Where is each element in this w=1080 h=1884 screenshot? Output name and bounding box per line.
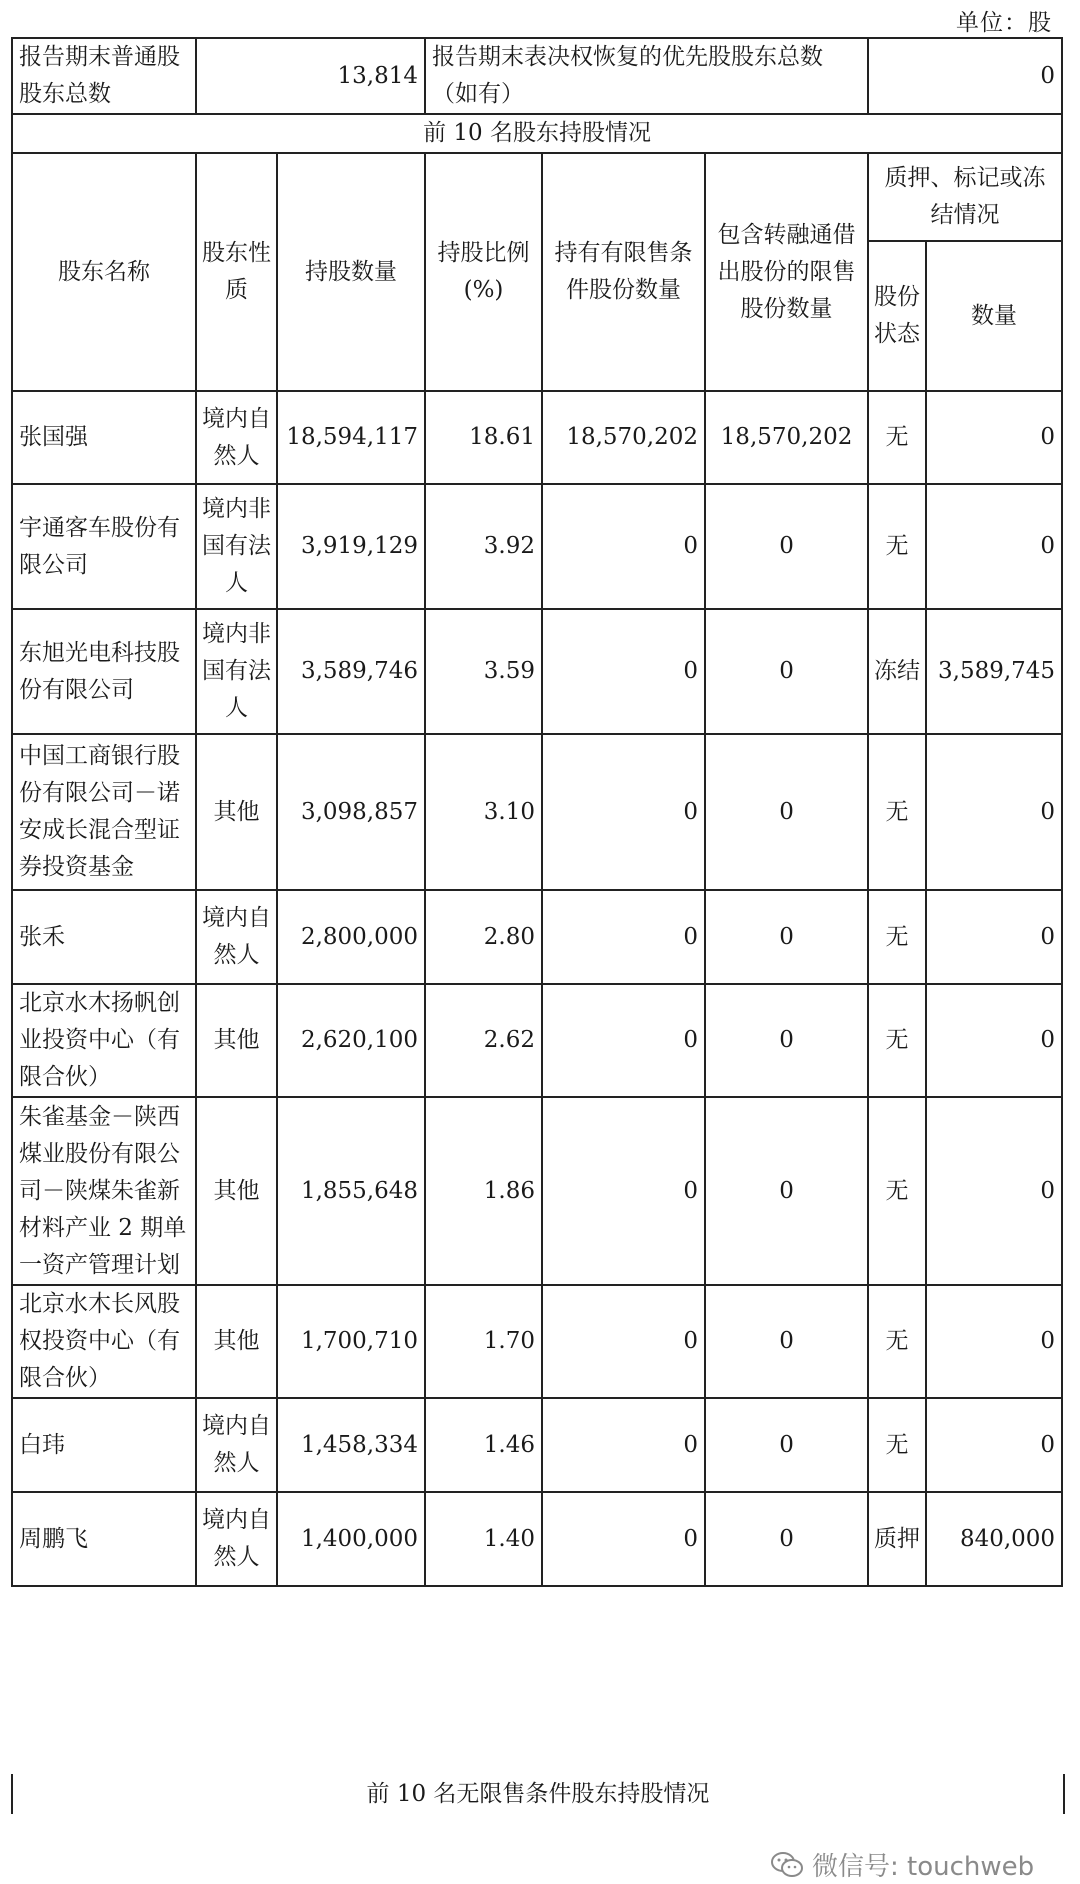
cell-shares: 2,620,100 bbox=[277, 984, 425, 1097]
cell-shares: 1,855,648 bbox=[277, 1097, 425, 1285]
cell-shares: 18,594,117 bbox=[277, 391, 425, 484]
cell-nature: 境内非国有法人 bbox=[196, 484, 277, 609]
cell-name: 张国强 bbox=[12, 391, 196, 484]
cell-ratio: 2.80 bbox=[425, 890, 542, 984]
cell-name: 北京水木扬帆创业投资中心（有限合伙） bbox=[12, 984, 196, 1097]
watermark bbox=[770, 1846, 1034, 1883]
cell-nature: 境内自然人 bbox=[196, 391, 277, 484]
preferred-holders-label: 报告期末表决权恢复的优先股股东总数（如有） bbox=[425, 38, 868, 114]
cell-pledge-qty: 0 bbox=[926, 890, 1062, 984]
cell-nature: 境内自然人 bbox=[196, 890, 277, 984]
cell-ratio: 2.62 bbox=[425, 984, 542, 1097]
cell-shares: 3,589,746 bbox=[277, 609, 425, 734]
cell-lent: 0 bbox=[705, 484, 868, 609]
unit-label: 单位：股 bbox=[956, 10, 1052, 36]
summary-row bbox=[12, 38, 1062, 114]
header-restricted: 持有有限售条件股份数量 bbox=[542, 153, 705, 391]
cell-restricted: 0 bbox=[542, 609, 705, 734]
cell-lent: 0 bbox=[705, 1285, 868, 1398]
table-row bbox=[12, 391, 1062, 484]
cell-shares: 1,400,000 bbox=[277, 1492, 425, 1586]
cell-lent: 0 bbox=[705, 984, 868, 1097]
table-body bbox=[12, 38, 1062, 1586]
cell-name: 周鹏飞 bbox=[12, 1492, 196, 1586]
cell-shares: 1,458,334 bbox=[277, 1398, 425, 1492]
cell-ratio: 1.40 bbox=[425, 1492, 542, 1586]
watermark-text: 微信号: touchweb bbox=[812, 1852, 1035, 1882]
cell-restricted: 0 bbox=[542, 890, 705, 984]
table-row bbox=[12, 890, 1062, 984]
table-row bbox=[12, 609, 1062, 734]
cell-pledge-status: 冻结 bbox=[868, 609, 926, 734]
cell-name: 中国工商银行股份有限公司－诺安成长混合型证券投资基金 bbox=[12, 734, 196, 890]
header-pledge-qty: 数量 bbox=[926, 241, 1062, 391]
cell-pledge-qty: 0 bbox=[926, 984, 1062, 1097]
section-title-row bbox=[12, 114, 1062, 153]
cell-nature: 其他 bbox=[196, 1285, 277, 1398]
cell-nature: 境内自然人 bbox=[196, 1492, 277, 1586]
cell-ratio: 1.70 bbox=[425, 1285, 542, 1398]
cell-restricted: 0 bbox=[542, 1285, 705, 1398]
header-row-1 bbox=[12, 153, 1062, 241]
table-row bbox=[12, 1492, 1062, 1586]
cell-pledge-qty: 840,000 bbox=[926, 1492, 1062, 1586]
cell-restricted: 0 bbox=[542, 734, 705, 890]
cell-restricted: 0 bbox=[542, 1492, 705, 1586]
table-row bbox=[12, 1398, 1062, 1492]
cell-pledge-qty: 0 bbox=[926, 484, 1062, 609]
cell-lent: 0 bbox=[705, 734, 868, 890]
cell-pledge-status: 质押 bbox=[868, 1492, 926, 1586]
section-title: 前 10 名股东持股情况 bbox=[12, 114, 1062, 153]
cell-pledge-status: 无 bbox=[868, 1398, 926, 1492]
cell-shares: 1,700,710 bbox=[277, 1285, 425, 1398]
preferred-holders-value: 0 bbox=[868, 38, 1062, 114]
cell-ratio: 1.86 bbox=[425, 1097, 542, 1285]
cell-nature: 其他 bbox=[196, 984, 277, 1097]
cell-lent: 0 bbox=[705, 1097, 868, 1285]
cell-pledge-status: 无 bbox=[868, 391, 926, 484]
cell-pledge-status: 无 bbox=[868, 984, 926, 1097]
header-pledge-group: 质押、标记或冻结情况 bbox=[868, 153, 1062, 241]
cell-lent: 0 bbox=[705, 609, 868, 734]
cell-name: 东旭光电科技股份有限公司 bbox=[12, 609, 196, 734]
cell-nature: 境内自然人 bbox=[196, 1398, 277, 1492]
cell-shares: 3,919,129 bbox=[277, 484, 425, 609]
cell-name: 宇通客车股份有限公司 bbox=[12, 484, 196, 609]
cell-lent: 0 bbox=[705, 1398, 868, 1492]
cell-pledge-status: 无 bbox=[868, 890, 926, 984]
wechat-icon bbox=[770, 1851, 804, 1879]
table-row bbox=[12, 734, 1062, 890]
cell-name: 白玮 bbox=[12, 1398, 196, 1492]
cell-pledge-status: 无 bbox=[868, 1097, 926, 1285]
cell-ratio: 3.92 bbox=[425, 484, 542, 609]
cell-ratio: 18.61 bbox=[425, 391, 542, 484]
header-lent: 包含转融通借出股份的限售股份数量 bbox=[705, 153, 868, 391]
cell-lent: 0 bbox=[705, 890, 868, 984]
cell-pledge-qty: 3,589,745 bbox=[926, 609, 1062, 734]
table-row bbox=[12, 484, 1062, 609]
cell-shares: 2,800,000 bbox=[277, 890, 425, 984]
cell-lent: 18,570,202 bbox=[705, 391, 868, 484]
cell-ratio: 3.10 bbox=[425, 734, 542, 890]
cell-name: 张禾 bbox=[12, 890, 196, 984]
cell-pledge-qty: 0 bbox=[926, 391, 1062, 484]
cell-pledge-status: 无 bbox=[868, 1285, 926, 1398]
cell-lent: 0 bbox=[705, 1492, 868, 1586]
cell-name: 朱雀基金－陕西煤业股份有限公司－陕煤朱雀新材料产业 2 期单一资产管理计划 bbox=[12, 1097, 196, 1285]
header-nature: 股东性质 bbox=[196, 153, 277, 391]
cell-restricted: 18,570,202 bbox=[542, 391, 705, 484]
cell-restricted: 0 bbox=[542, 1097, 705, 1285]
cell-restricted: 0 bbox=[542, 1398, 705, 1492]
cell-nature: 其他 bbox=[196, 1097, 277, 1285]
header-name: 股东名称 bbox=[12, 153, 196, 391]
cell-nature: 其他 bbox=[196, 734, 277, 890]
cell-restricted: 0 bbox=[542, 484, 705, 609]
cell-ratio: 3.59 bbox=[425, 609, 542, 734]
table-row bbox=[12, 1097, 1062, 1285]
cell-nature: 境内非国有法人 bbox=[196, 609, 277, 734]
shareholder-table bbox=[11, 37, 1063, 1587]
common-holders-value: 13,814 bbox=[196, 38, 425, 114]
header-ratio: 持股比例(%) bbox=[425, 153, 542, 391]
cell-shares: 3,098,857 bbox=[277, 734, 425, 890]
cell-restricted: 0 bbox=[542, 984, 705, 1097]
header-pledge-status: 股份状态 bbox=[868, 241, 926, 391]
table-row bbox=[12, 1285, 1062, 1398]
cell-pledge-qty: 0 bbox=[926, 1285, 1062, 1398]
table-row bbox=[12, 984, 1062, 1097]
cell-ratio: 1.46 bbox=[425, 1398, 542, 1492]
cell-pledge-status: 无 bbox=[868, 734, 926, 890]
cell-pledge-qty: 0 bbox=[926, 734, 1062, 890]
cell-pledge-qty: 0 bbox=[926, 1097, 1062, 1285]
cell-pledge-qty: 0 bbox=[926, 1398, 1062, 1492]
header-shares: 持股数量 bbox=[277, 153, 425, 391]
footer-section-title: 前 10 名无限售条件股东持股情况 bbox=[11, 1774, 1065, 1814]
cell-name: 北京水木长风股权投资中心（有限合伙） bbox=[12, 1285, 196, 1398]
common-holders-label: 报告期末普通股股东总数 bbox=[12, 38, 196, 114]
cell-pledge-status: 无 bbox=[868, 484, 926, 609]
